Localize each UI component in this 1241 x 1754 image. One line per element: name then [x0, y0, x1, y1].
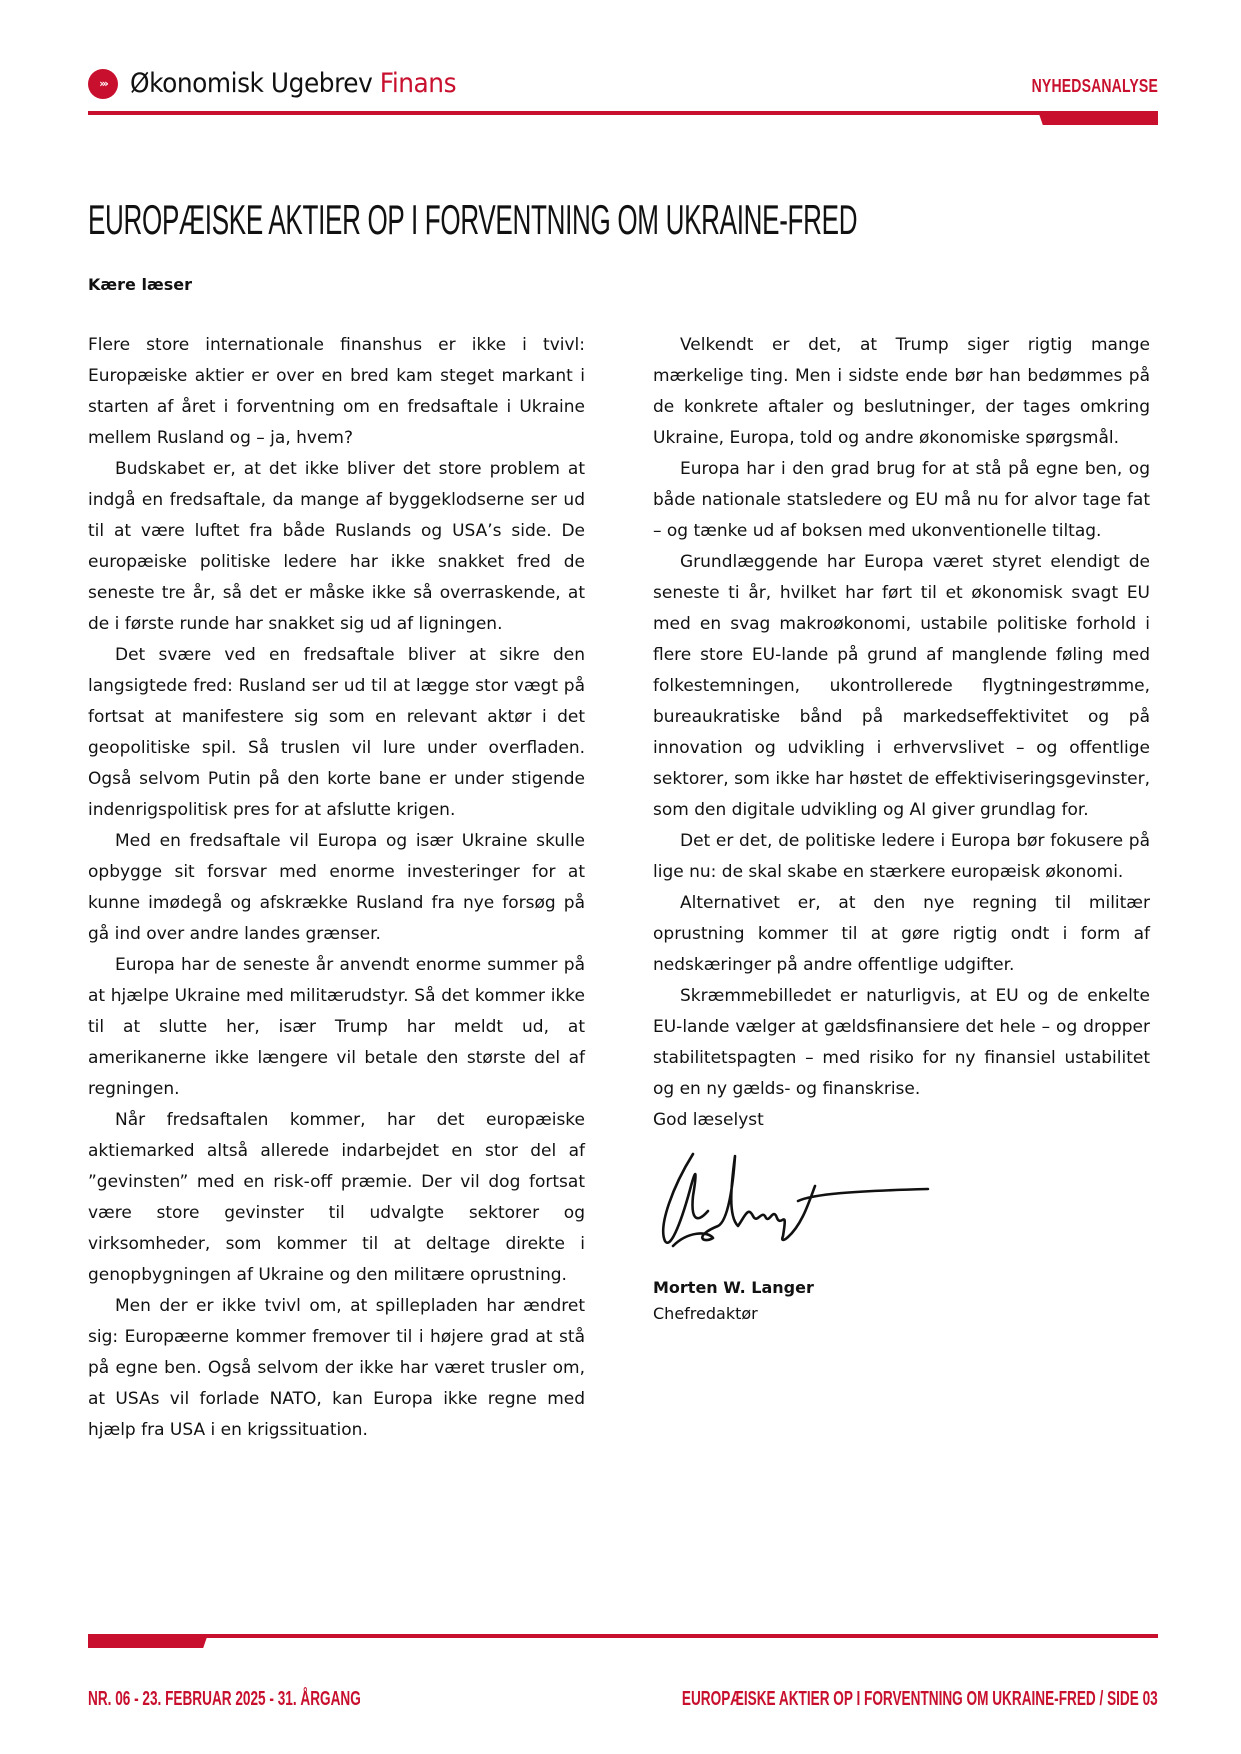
paragraph: Europa har i den grad brug for at stå på egne ben, og både nationale statsledere og EU må nu for alvor tage fat – og tænke ud af boksen med ukonventionelle tiltag.	[653, 459, 1150, 541]
brand-name-accent: Finans	[379, 68, 457, 99]
author-role: Chefredaktør	[653, 1304, 758, 1323]
running-title-page-number: EUROPÆISKE AKTIER OP I FORVENTNING OM UKRAINE-FRED / SIDE 03	[682, 1688, 1158, 1710]
greeting: Kære læser	[88, 275, 192, 294]
header-divider	[88, 111, 1158, 115]
footer-divider	[88, 1634, 1158, 1638]
brand-logo	[88, 68, 484, 99]
paragraph: Grundlæggende har Europa været styret elendigt de seneste ti år, hvilket har ført til et økonomisk svagt EU med en svag makroøkonomi, ustabile politiske forhold i flere store EU-lande på grund af manglende føling med folkestemningen, ukontrollerede flygtningestrømme, bureaukratiske bånd på markedseffektivitet og på innovation og udvikling i erhvervslivet – og offentlige sektorer, som ikke har høstet de effektiviseringsgevinster, som den digitale udvikling og AI giver grundlag for.	[653, 552, 1150, 820]
article-title: EUROPÆISKE AKTIER OP I FORVENTNING OM UKRAINE-FRED	[88, 196, 858, 244]
paragraph: Budskabet er, at det ikke bliver det store problem at indgå en fredsaftale, da mange af byggeklodserne ser ud til at være luftet fra både Ruslands og USA’s side. De europæiske politiske ledere har ikke snakket fred de seneste tre år, så det er måske ikke så overraskende, at de i første runde har snakket sig ud af ligningen.	[88, 459, 585, 634]
paragraph: Velkendt er det, at Trump siger rigtig mange mærkelige ting. Men i sidste ende bør han bedømmes på de konkrete aftaler og beslutninger, der tages omkring Ukraine, Europa, told og andre økonomiske spørgsmål.	[653, 335, 1150, 448]
header-divider-tab	[1038, 111, 1158, 125]
paragraph: Europa har de seneste år anvendt enorme summer på at hjælpe Ukraine med militærudstyr. Så det kommer ikke til at slutte her, især Trump har meldt ud, at amerikanerne ikke længere vil betale den største del af regningen.	[88, 955, 585, 1099]
paragraph: Når fredsaftalen kommer, har det europæiske aktiemarked altså allerede indarbejdet en stor del af ”gevinsten” med en risk-off præmie. Der vil dog fortsat være store gevinster til udvalgte sektorer og virksomheder, som kommer til at deltage direkte i genopbygningen af Ukraine og den militære oprustning.	[88, 1110, 585, 1285]
right-column	[653, 330, 1150, 1327]
paragraph: Flere store internationale finanshus er ikke i tvivl: Europæiske aktier er over en bred kam steget markant i starten af året i forventning om en fredsaftale i Ukraine mellem Rusland og – ja, hvem?	[88, 335, 585, 448]
paragraph: Men der er ikke tvivl om, at spillepladen har ændret sig: Europæerne kommer fremover til i højere grad at stå på egne ben. Også selvom der ikke har været trusler om, at USAs vil forlade NATO, kan Europa ikke regne med hjælp fra USA i en krigssituation.	[88, 1296, 585, 1440]
footer-divider-tab	[88, 1634, 208, 1648]
fast-forward-circle-icon: ›››	[88, 69, 118, 99]
brand-name	[130, 68, 456, 99]
left-column	[88, 330, 585, 1446]
paragraph: Med en fredsaftale vil Europa og især Ukraine skulle opbygge sit forsvar med enorme investeringer for at kunne imødegå og afskrække Rusland fra nye forsøg på gå ind over andre landes grænser.	[88, 831, 585, 944]
issue-info: NR. 06 - 23. FEBRUAR 2025 - 31. ÅRGANG	[88, 1688, 361, 1710]
brand-name-main: Økonomisk Ugebrev	[130, 68, 373, 99]
paragraph: Det svære ved en fredsaftale bliver at sikre den langsigtede fred: Rusland ser ud til at lægge stor vægt på fortsat at manifestere sig som en relevant aktør i det geopolitiske spil. Så truslen vil lure under overfladen. Også selvom Putin på den korte bane er under stigende indenrigspolitisk pres for at afslutte krigen.	[88, 645, 585, 820]
section-label: NYHEDSANALYSE	[1031, 76, 1158, 96]
signoff: God læselyst	[653, 1110, 764, 1130]
paragraph: Det er det, de politiske ledere i Europa bør fokusere på lige nu: de skal skabe en stærkere europæisk økonomi.	[653, 831, 1150, 882]
paragraph: Skræmmebilledet er naturligvis, at EU og de enkelte EU-lande vælger at gældsfinansiere det hele – og dropper stabilitetspagten – med risiko for ny finansiel ustabilitet og en ny gælds- og finanskrise.	[653, 986, 1150, 1099]
author-name: Morten W. Langer	[653, 1278, 814, 1297]
signature-icon	[653, 1146, 933, 1256]
paragraph: Alternativet er, at den nye regning til militær oprustning kommer til at gøre rigtig ondt i form af nedskæringer på andre offentlige udgifter.	[653, 893, 1150, 975]
